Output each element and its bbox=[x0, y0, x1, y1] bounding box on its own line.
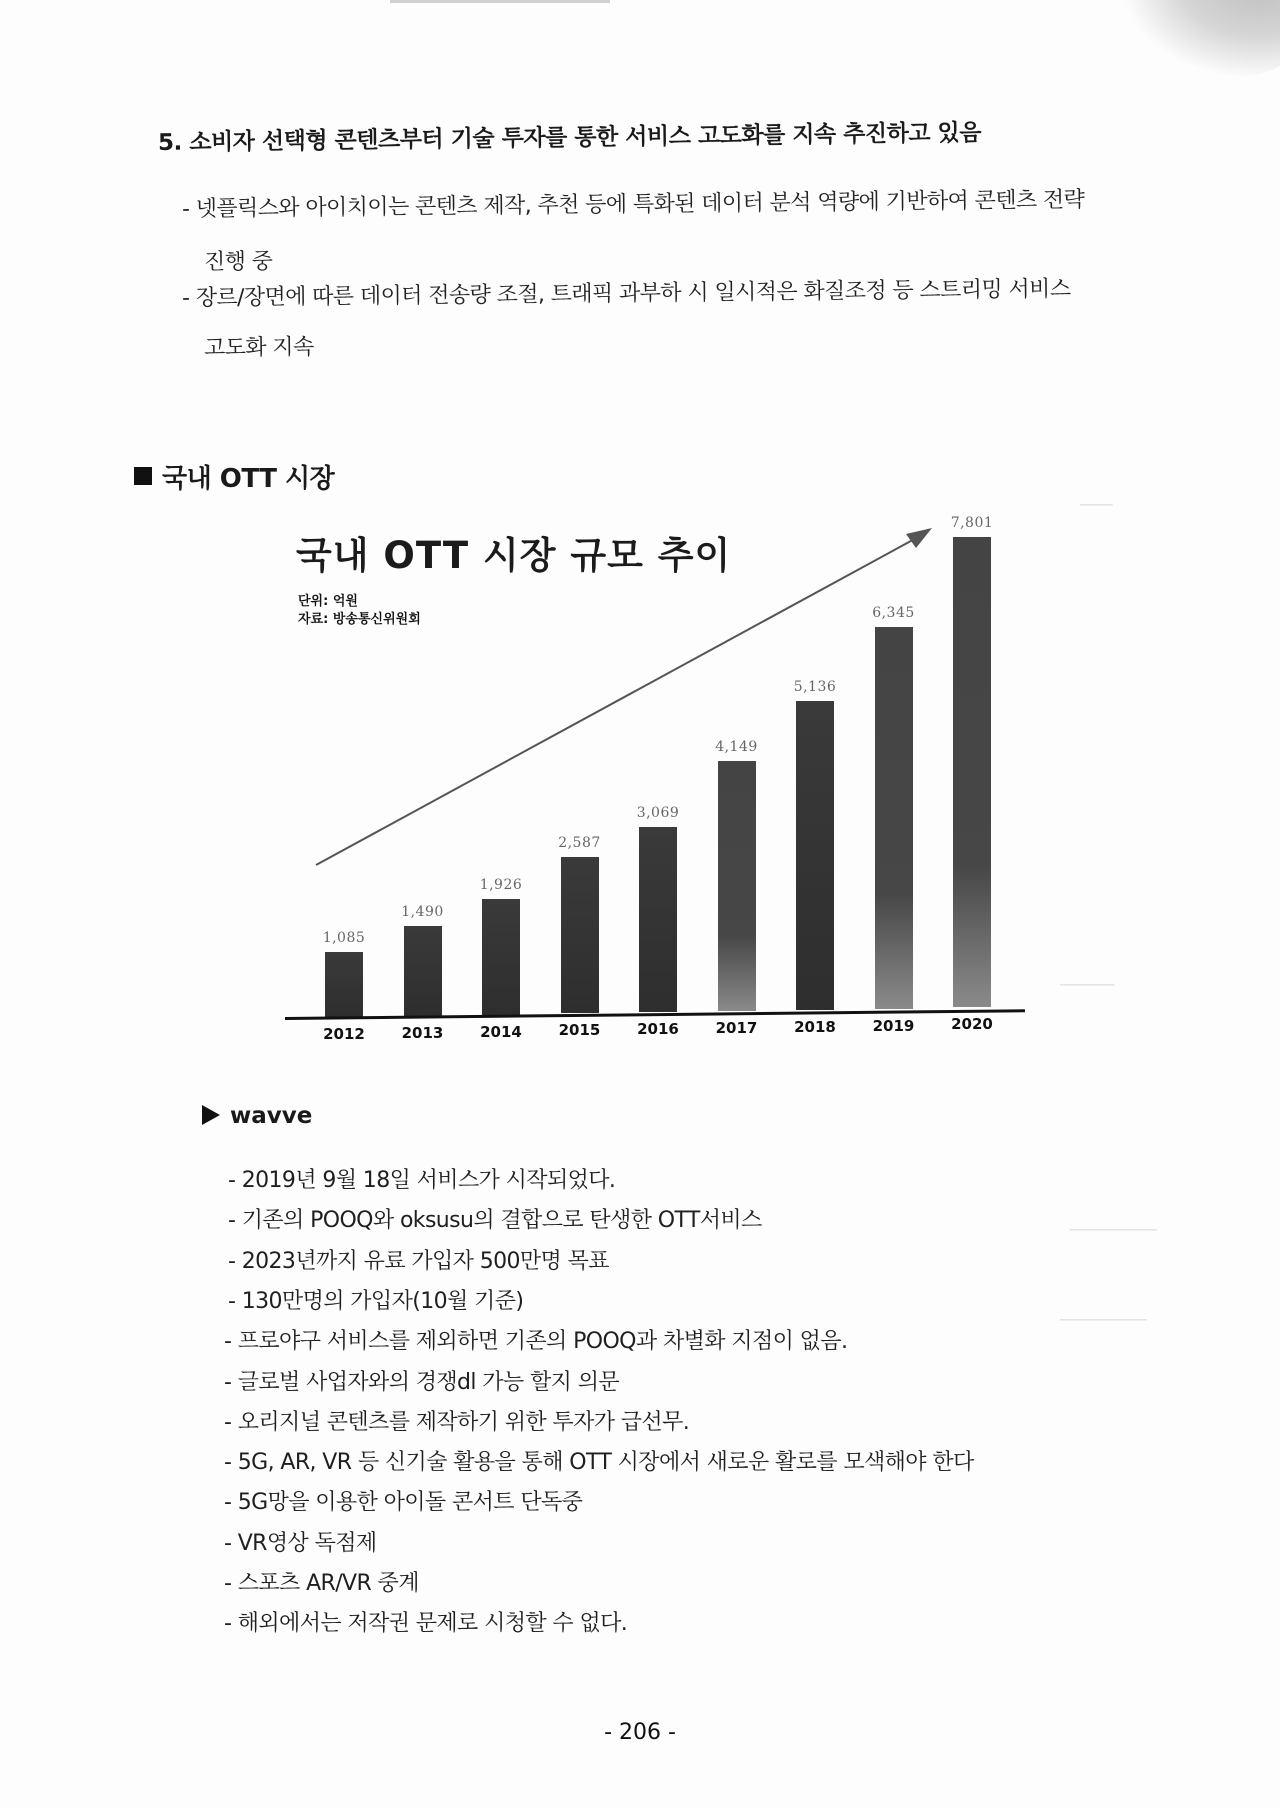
wavve-list-item: - 오리지널 콘텐츠를 제작하기 위한 투자가 급선무. bbox=[224, 1409, 690, 1435]
bar-value-label: 3,069 bbox=[636, 805, 680, 822]
wavve-list-item: - 해외에서는 저작권 문제로 시청할 수 없다. bbox=[224, 1611, 628, 1637]
bar-value-label: 7,801 bbox=[950, 515, 994, 532]
chart-source: 자료: 방송통신위원회 bbox=[298, 612, 421, 627]
chart-bar bbox=[325, 952, 363, 1017]
section-heading: 5. 소비자 선택형 콘텐츠부터 기술 투자를 통한 서비스 고도화를 지속 추진하고 있음 bbox=[157, 119, 982, 156]
wavve-list-item: - 130만명의 가입자(10월 기준) bbox=[228, 1288, 524, 1314]
bleed-through: ───── bbox=[1060, 975, 1115, 996]
wavve-list-item: - 2019년 9월 18일 서비스가 시작되었다. bbox=[228, 1168, 616, 1193]
bar-value-label: 6,345 bbox=[872, 604, 915, 621]
bar-value-label: 5,136 bbox=[793, 678, 837, 695]
wavve-title: wavve bbox=[230, 1103, 313, 1129]
chart-bar bbox=[639, 827, 677, 1012]
bullet-line-cont: 진행 중 bbox=[203, 249, 273, 275]
x-axis-tick-label: 2013 bbox=[401, 1023, 444, 1042]
bar-value-label: 1,490 bbox=[401, 903, 444, 920]
wavve-list-item: - 5G망을 이용한 아이돌 콘서트 단독중 bbox=[224, 1490, 583, 1516]
chart-bar bbox=[718, 761, 756, 1011]
chart-unit: 단위: 억원 bbox=[298, 594, 358, 609]
market-section-title-text: 국내 OTT 시장 bbox=[162, 464, 335, 494]
bullet-line: - 넷플릭스와 아이치이는 콘텐츠 제작, 추천 등에 특화된 데이터 분석 역량에 기반하여 콘텐츠 전략 bbox=[181, 187, 1085, 222]
bleed-through: ──────── bbox=[1070, 1220, 1157, 1241]
wavve-list-item: - 5G, AR, VR 등 신기술 활용을 통해 OTT 시장에서 새로운 활로를 모색해야 한다 bbox=[224, 1450, 974, 1476]
play-triangle-icon bbox=[202, 1105, 220, 1125]
x-axis-tick-label: 2017 bbox=[715, 1019, 758, 1037]
wavve-list-item: - 스포츠 AR/VR 중계 bbox=[224, 1571, 419, 1596]
page-number: - 206 - bbox=[604, 1720, 676, 1745]
bullet-line-cont: 고도화 지속 bbox=[203, 334, 314, 361]
bullet-line: - 장르/장면에 따른 데이터 전송량 조절, 트래픽 과부하 시 일시적은 화질조정 등 스트리밍 서비스 bbox=[181, 276, 1071, 311]
wavve-list-item: - VR영상 독점제 bbox=[224, 1530, 377, 1556]
chart-bar bbox=[875, 627, 913, 1009]
bar-value-label: 4,149 bbox=[715, 739, 758, 755]
wavve-list-item: - 프로야구 서비스를 제외하면 기존의 POOQ과 차별화 지점이 없음. bbox=[224, 1329, 848, 1355]
chart-bar bbox=[796, 701, 834, 1010]
wavve-list-item: - 기존의 POOQ와 oksusu의 결합으로 탄생한 OTT서비스 bbox=[228, 1208, 762, 1234]
chart-bar bbox=[953, 537, 991, 1007]
x-axis-tick-label: 2015 bbox=[558, 1021, 601, 1040]
bleed-through: ─── bbox=[1080, 495, 1113, 516]
chart-title: 국내 OTT 시장 규모 추이 bbox=[296, 534, 732, 577]
bleed-through: ──────── bbox=[1060, 1310, 1147, 1331]
bar-value-label: 1,926 bbox=[479, 876, 523, 893]
chart-bar bbox=[561, 857, 599, 1013]
x-axis-tick-label: 2012 bbox=[323, 1025, 365, 1043]
chart-bar bbox=[404, 926, 442, 1016]
x-axis-tick-label: 2016 bbox=[637, 1020, 679, 1039]
x-axis-tick-label: 2014 bbox=[480, 1022, 522, 1041]
x-axis-tick-label: 2018 bbox=[794, 1017, 836, 1036]
bar-value-label: 1,085 bbox=[322, 930, 366, 946]
x-axis-tick-label: 2019 bbox=[872, 1016, 915, 1035]
bar-value-label: 2,587 bbox=[558, 835, 601, 852]
x-axis-tick-label: 2020 bbox=[951, 1015, 993, 1034]
chart-bar bbox=[482, 899, 520, 1015]
wavve-list-item: - 2023년까지 유료 가입자 500만명 목표 bbox=[228, 1248, 609, 1274]
wavve-heading bbox=[202, 1103, 312, 1129]
wavve-list-item: - 글로벌 사업자와의 경쟁dl 가능 할지 의문 bbox=[224, 1369, 620, 1395]
